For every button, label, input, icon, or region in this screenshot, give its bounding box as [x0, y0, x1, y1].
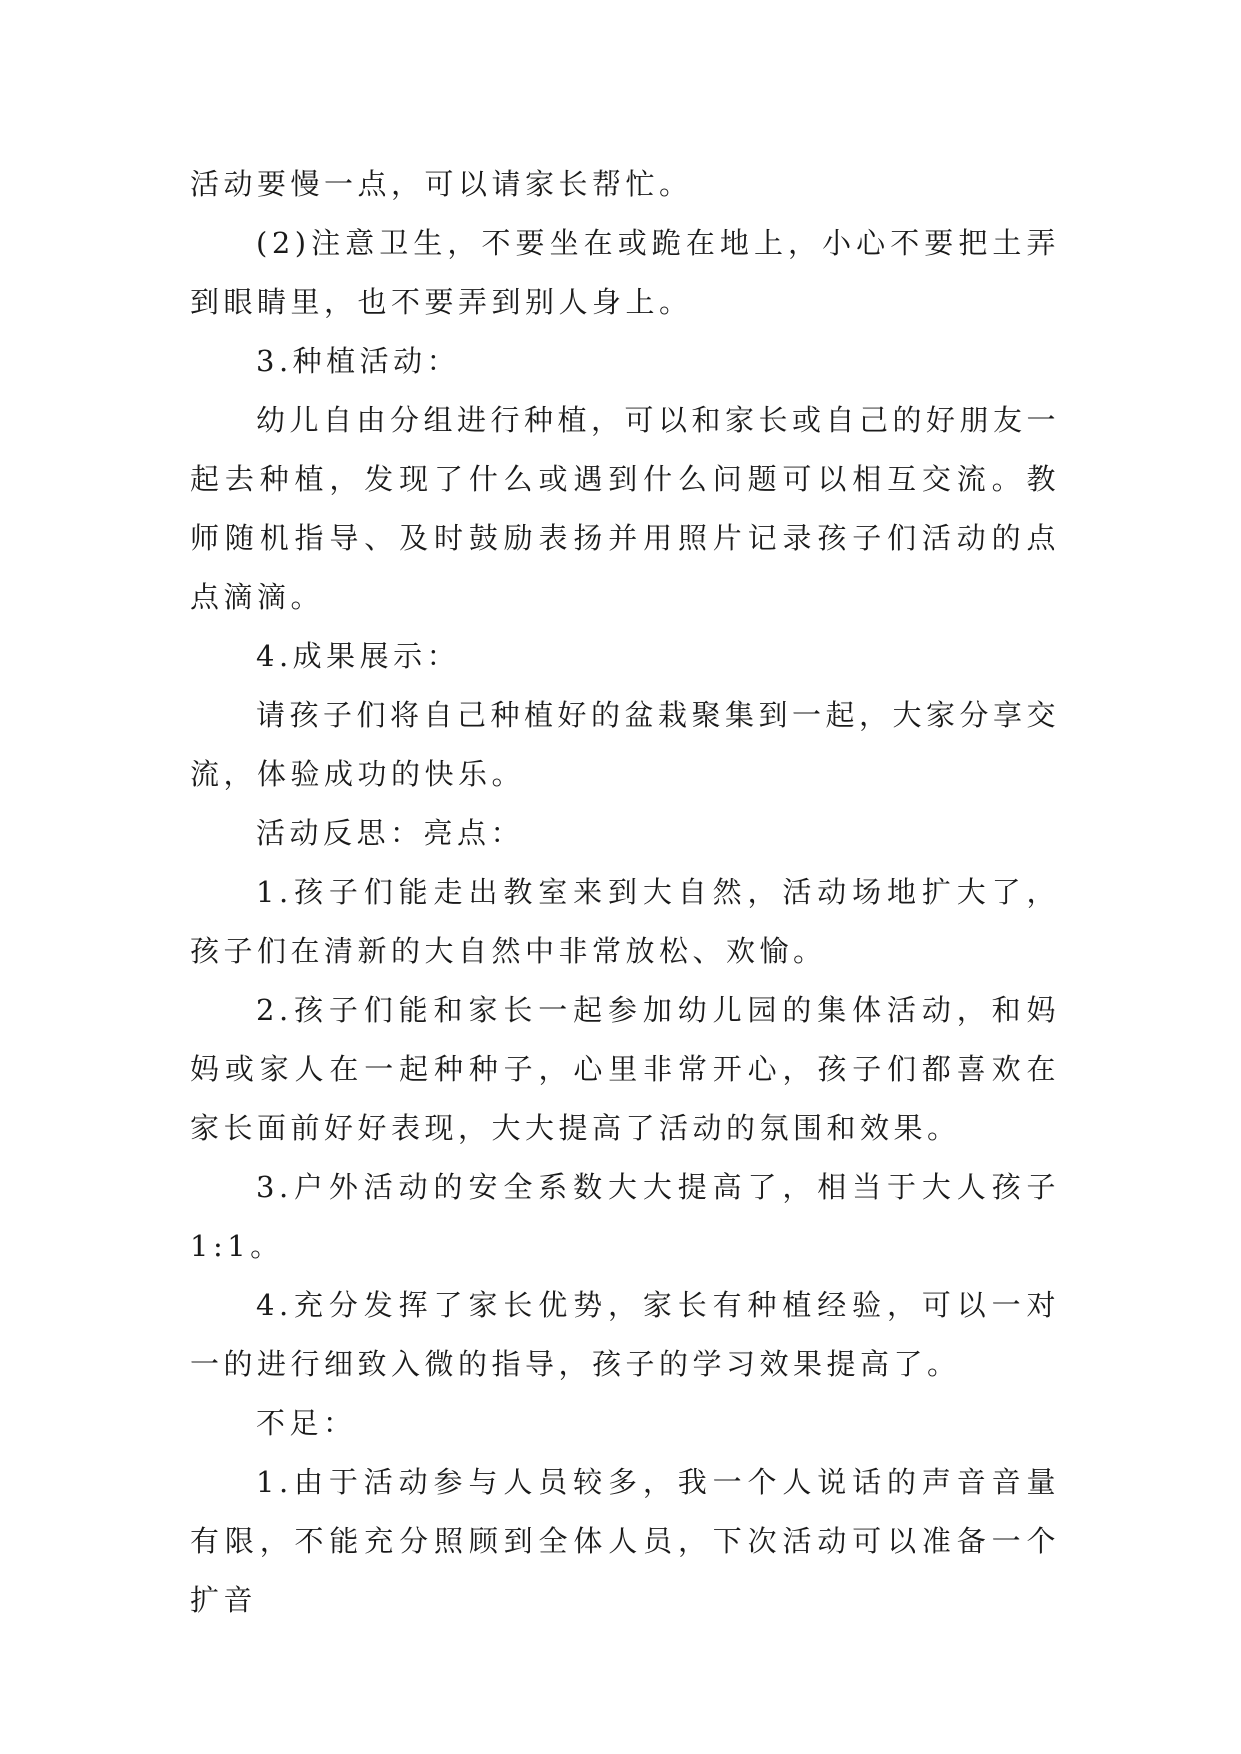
paragraph-2: (2)注意卫生，不要坐在或跪在地上，小心不要把土弄到眼睛里，也不要弄到别人身上。	[190, 226, 1060, 319]
paragraph-13: 1.由于活动参与人员较多，我一个人说话的声音音量有限，不能充分照顾到全体人员，下次活动可以准备一个扩音	[190, 1465, 1060, 1617]
paragraph-10: 3.户外活动的安全系数大大提高了，相当于大人孩子1:1。	[190, 1170, 1060, 1263]
paragraph-11: 4.充分发挥了家长优势，家长有种植经验，可以一对一的进行细致入微的指导，孩子的学习效果提高了。	[190, 1288, 1060, 1381]
paragraph-4: 幼儿自由分组进行种植，可以和家长或自己的好朋友一起去种植，发现了什么或遇到什么问题可以相互交流。教师随机指导、及时鼓励表扬并用照片记录孩子们活动的点点滴滴。	[190, 403, 1061, 614]
paragraph-6: 请孩子们将自己种植好的盆栽聚集到一起，大家分享交流，体验成功的快乐。	[190, 698, 1061, 791]
paragraph-9: 2.孩子们能和家长一起参加幼儿园的集体活动，和妈妈或家人在一起种种子，心里非常开心，孩子们都喜欢在家长面前好好表现，大大提高了活动的氛围和效果。	[190, 993, 1060, 1145]
paragraph-1: 活动要慢一点，可以请家长帮忙。	[190, 167, 693, 201]
paragraph-8: 1.孩子们能走出教室来到大自然，活动场地扩大了，孩子们在清新的大自然中非常放松、欢愉。	[190, 875, 1060, 968]
paragraph-3: 3.种植活动：	[256, 344, 461, 378]
paragraph-7: 活动反思：亮点：	[256, 816, 525, 850]
paragraph-5: 4.成果展示：	[256, 639, 461, 673]
paragraph-12: 不足：	[256, 1406, 357, 1440]
document-body	[190, 155, 1060, 1630]
